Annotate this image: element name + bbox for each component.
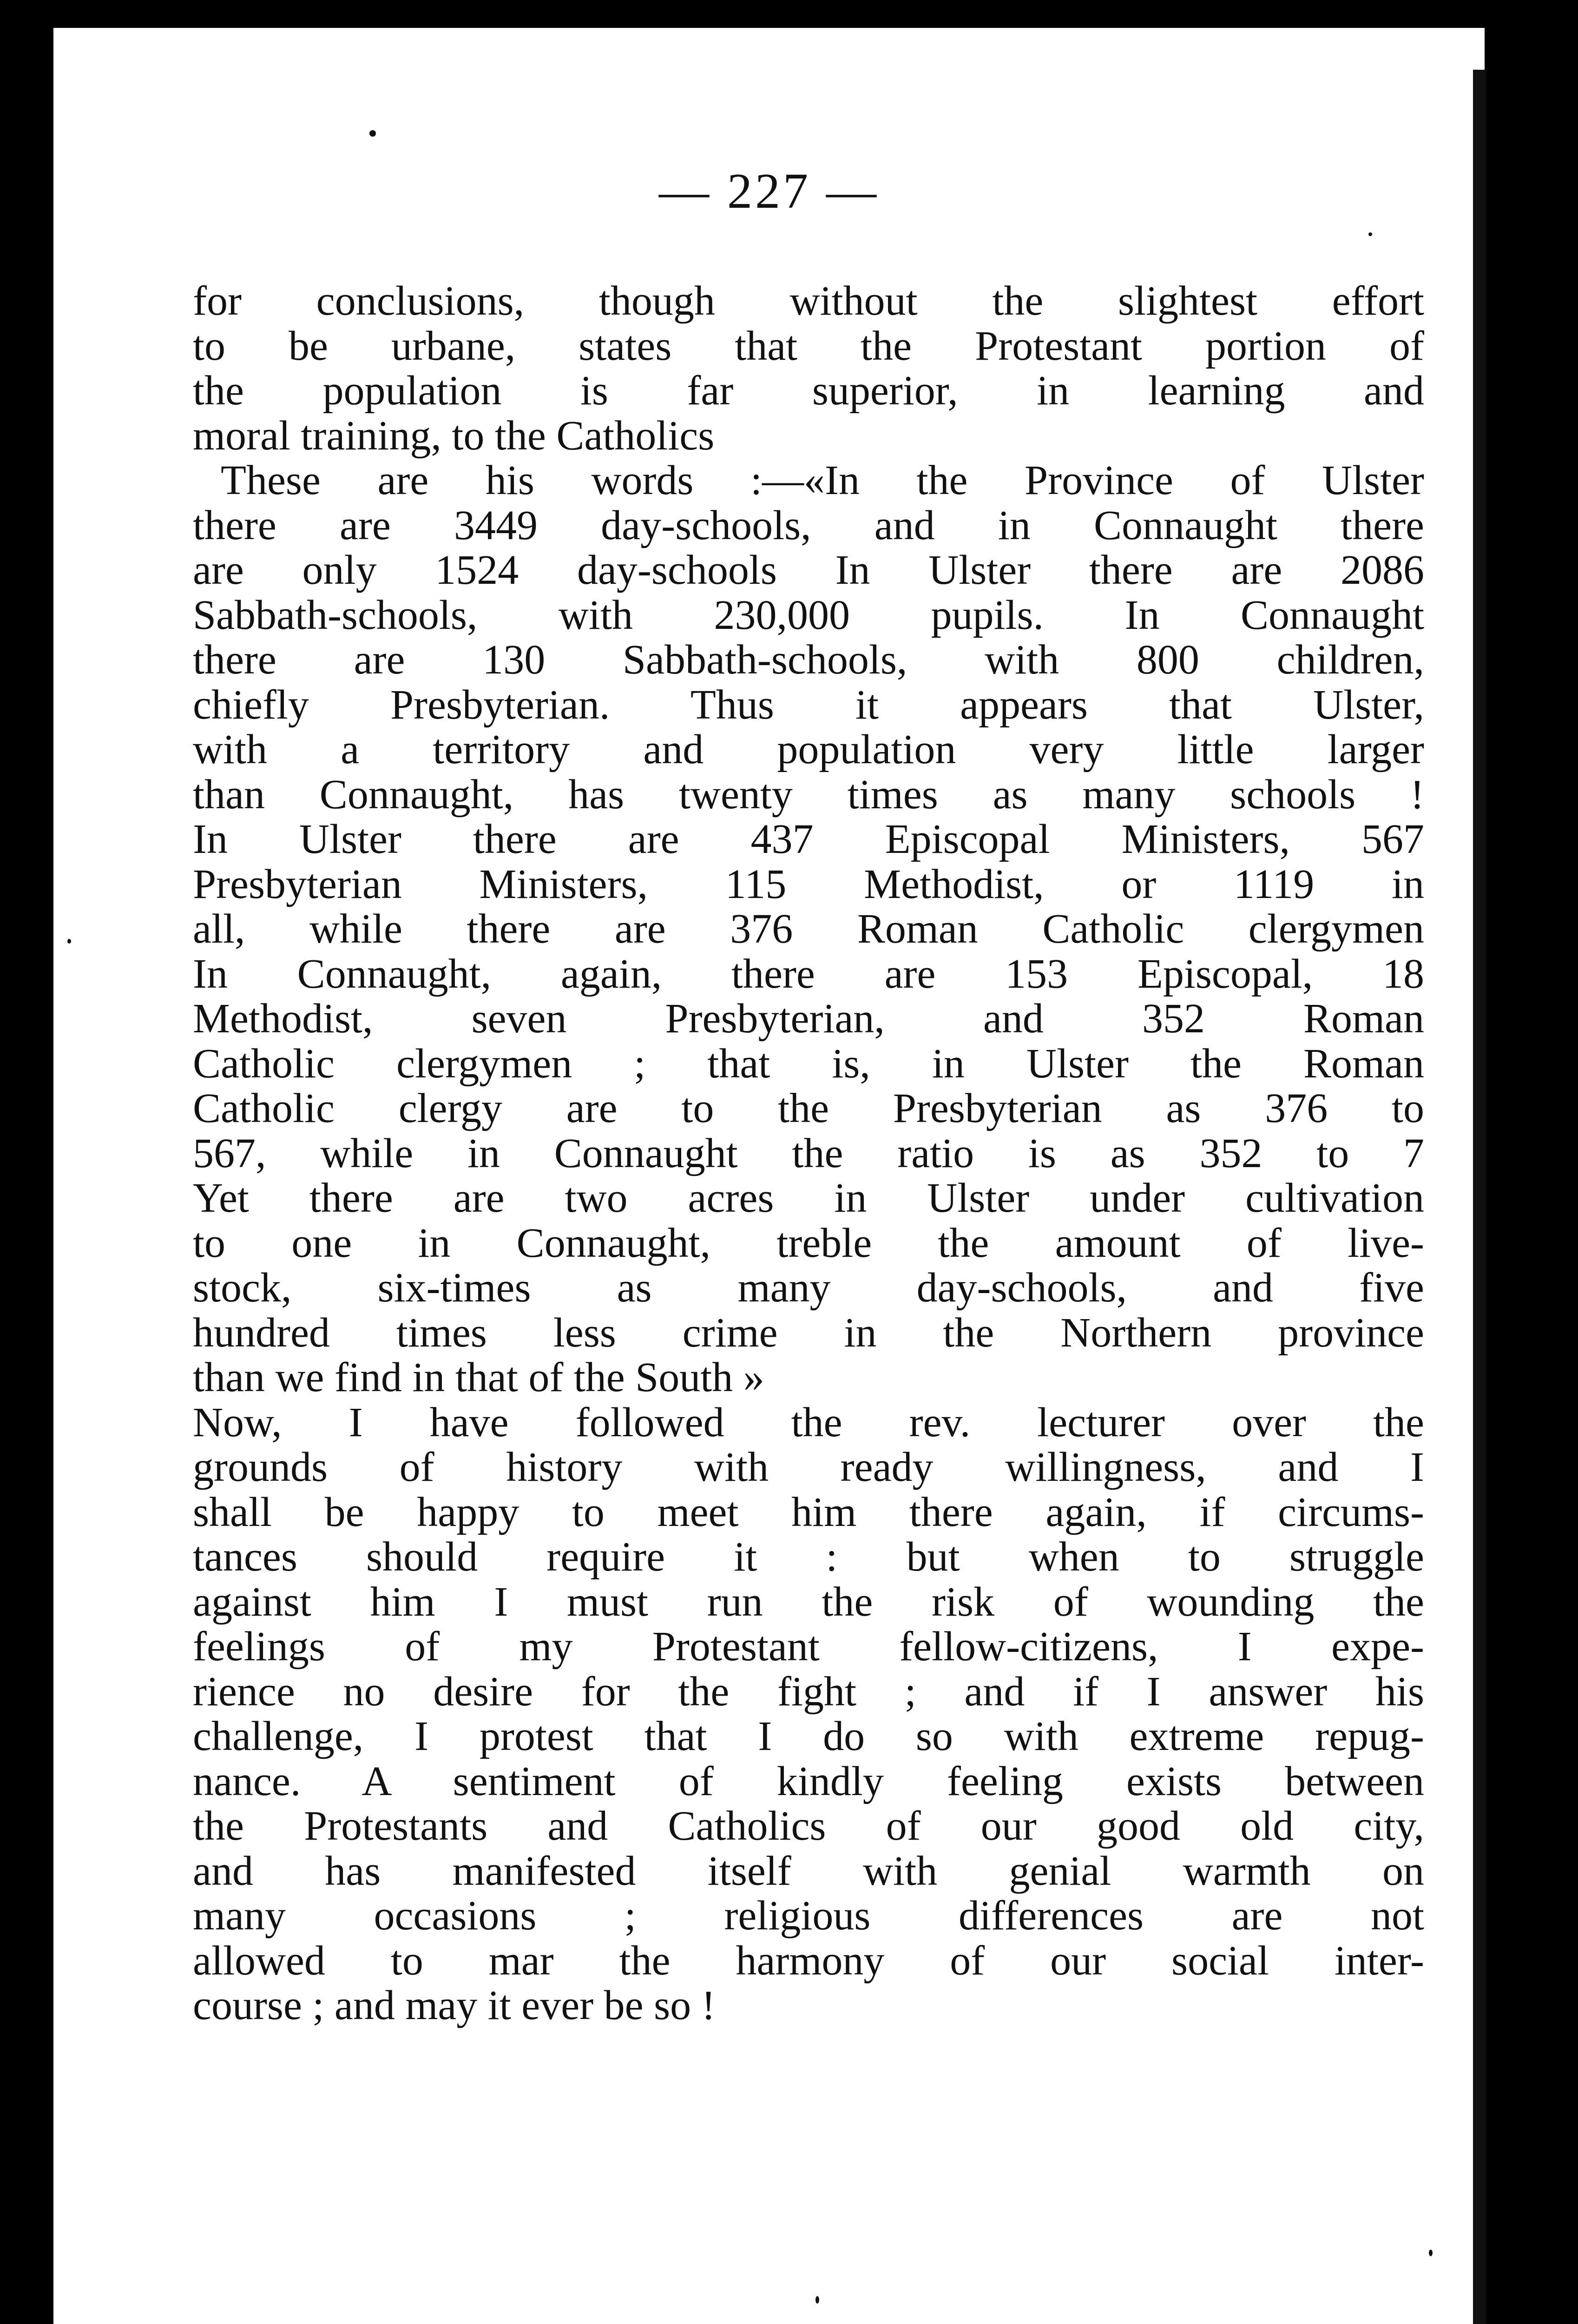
text-line: stock, six-times as many day-schools, and five — [193, 1265, 1424, 1311]
text-line: challenge, I protest that I do so with extreme repug- — [193, 1713, 1424, 1759]
text-line: all, while there are 376 Roman Catholic clergymen — [193, 906, 1424, 952]
text-line: there are 3449 day-schools, and in Connaught there — [193, 502, 1424, 548]
text-line: These are his words :—«In the Province of Ulster — [221, 457, 1424, 503]
paragraph-1 — [193, 279, 1424, 458]
scan-speck — [1368, 232, 1372, 236]
paragraph-3 — [193, 1400, 1424, 2028]
text-line: In Connaught, again, there are 153 Episcopal, 18 — [193, 951, 1424, 997]
page-number: — 227 — — [659, 164, 879, 219]
text-line: the population is far superior, in learning and — [193, 368, 1424, 414]
text-line: grounds of history with ready willingness, and I — [193, 1444, 1424, 1490]
text-line: Yet there are two acres in Ulster under cultivation — [193, 1175, 1424, 1221]
text-line: there are 130 Sabbath-schools, with 800 children, — [193, 637, 1424, 683]
text-line: moral training, to the Catholics — [193, 412, 715, 459]
text-line: Catholic clergy are to the Presbyterian as 376 to — [193, 1085, 1424, 1131]
text-line: Methodist, seven Presbyterian, and 352 Roman — [193, 996, 1424, 1042]
text-line: for conclusions, though without the slightest effort — [193, 278, 1424, 324]
text-line: Presbyterian Ministers, 115 Methodist, or 1119 in — [193, 861, 1424, 907]
text-line: and has manifested itself with genial warmth on — [193, 1848, 1424, 1894]
text-line: 567, while in Connaught the ratio is as 352 to 7 — [193, 1130, 1424, 1176]
text-line: against him I must run the risk of wounding the — [193, 1578, 1424, 1625]
text-line: many occasions ; religious differences are not — [193, 1893, 1424, 1939]
text-line: tances should require it : but when to struggle — [193, 1534, 1424, 1580]
scan-speck — [1429, 2250, 1433, 2256]
text-line: Catholic clergymen ; that is, in Ulster the Roman — [193, 1040, 1424, 1087]
text-line: than Connaught, has twenty times as many schools ! — [193, 771, 1424, 818]
scan-speck — [369, 130, 376, 137]
book-page — [53, 28, 1485, 2324]
text-line: to one in Connaught, treble the amount of live- — [193, 1220, 1424, 1266]
text-line: feelings of my Protestant fellow-citizens, I expe- — [193, 1624, 1424, 1670]
text-line: allowed to mar the harmony of our social inter- — [193, 1937, 1424, 1984]
text-line: Sabbath-schools, with 230,000 pupils. In Connaught — [193, 592, 1424, 638]
text-line: rience no desire for the fight ; and if I answer his — [193, 1668, 1424, 1715]
text-line: In Ulster there are 437 Episcopal Ministers, 567 — [193, 816, 1424, 862]
text-line: shall be happy to meet him there again, if circums- — [193, 1489, 1424, 1535]
paragraph-2 — [193, 458, 1424, 1400]
text-line: course ; and may it ever be so ! — [193, 1982, 716, 2028]
text-line: Now, I have followed the rev. lecturer over the — [193, 1399, 1424, 1446]
text-line: nance. A sentiment of kindly feeling exists between — [193, 1758, 1424, 1804]
text-line: hundred times less crime in the Northern province — [193, 1309, 1424, 1356]
text-line: with a territory and population very little larger — [193, 726, 1424, 772]
scan-speck — [815, 2296, 819, 2304]
text-line: are only 1524 day-schools In Ulster there are 2086 — [193, 547, 1424, 593]
text-line: the Protestants and Catholics of our good old city, — [193, 1803, 1424, 1849]
text-line: than we find in that of the South » — [193, 1354, 764, 1400]
body-text — [193, 279, 1424, 2028]
text-line: to be urbane, states that the Protestant portion of — [193, 323, 1424, 369]
scan-speck — [67, 939, 71, 944]
text-line: chiefly Presbyterian. Thus it appears that Ulster, — [193, 681, 1424, 728]
page-edge — [1473, 70, 1486, 2324]
